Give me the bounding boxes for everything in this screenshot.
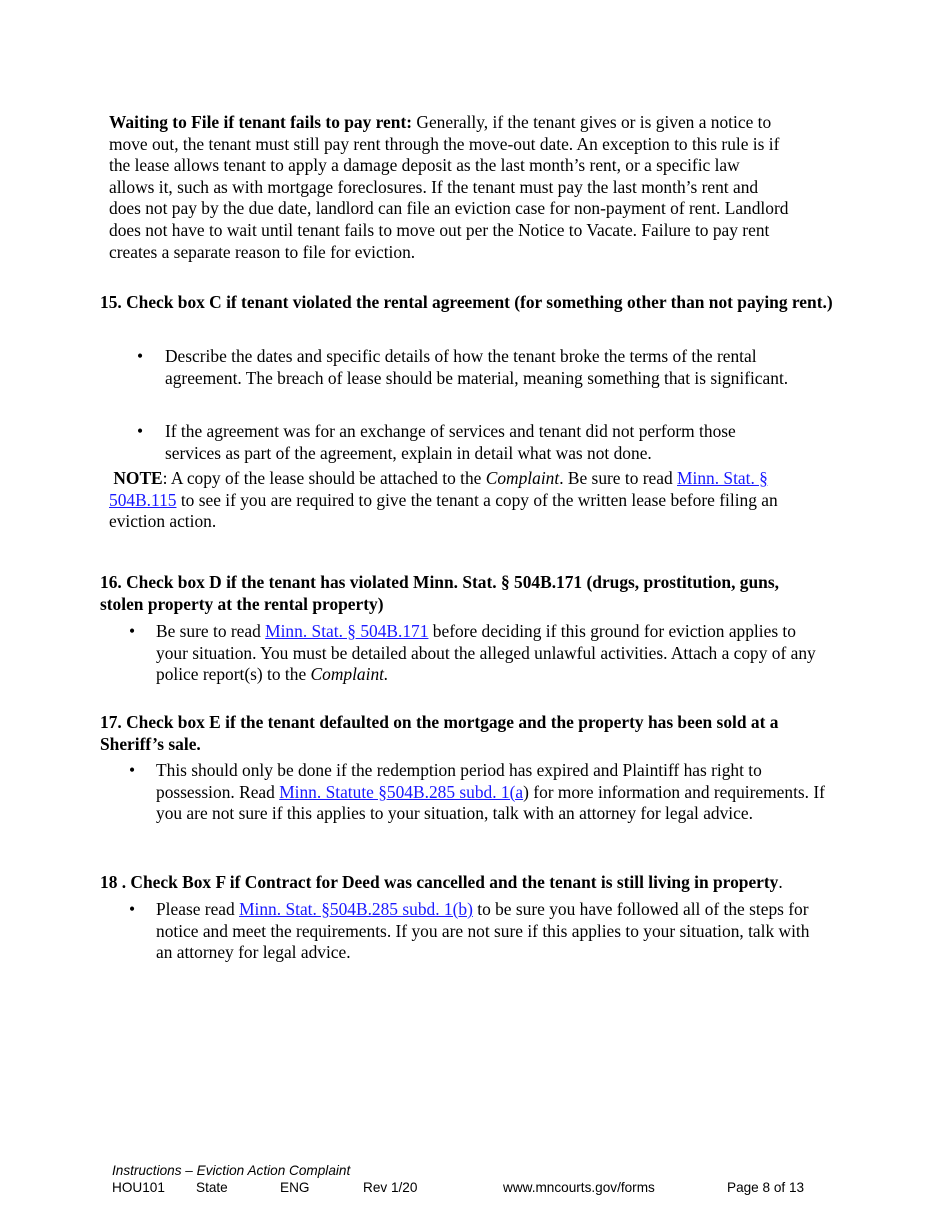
footer-jurisdiction: State xyxy=(196,1180,228,1195)
bullet-icon: • xyxy=(129,621,136,641)
s16-complaint: Complaint. xyxy=(310,664,389,685)
section-18-bullet-text xyxy=(156,899,828,964)
section-17-heading: 17. Check box E if the tenant defaulted on the mortgage and the property has been sold at a Sheriff’s sale. xyxy=(100,712,779,754)
intro-paragraph xyxy=(109,112,789,263)
s17-text-a: This should only be done if the redemption period has expired and Plaintiff has right to possession. Read xyxy=(156,760,762,802)
bullet-icon: • xyxy=(129,899,136,919)
link-504b-115[interactable]: Minn. Stat. § 504B.115 xyxy=(109,468,768,510)
footer-title: Instructions – Eviction Action Complaint xyxy=(112,1163,351,1178)
section-15-heading: 15. Check box C if tenant violated the rental agreement (for something other than not paying rent.) xyxy=(100,292,833,312)
section-15-bullet-1 xyxy=(137,346,807,412)
footer-language: ENG xyxy=(280,1180,310,1195)
page-footer xyxy=(112,1162,832,1196)
note-complaint: Complaint xyxy=(485,468,560,488)
section-15-bullet-1-text: Describe the dates and specific details of how the tenant broke the terms of the rental agreement. The breach of lease should be material, meaning something that is significant. xyxy=(165,346,789,388)
section-16-bullet xyxy=(129,621,829,687)
s18-text-b: to be sure you have followed all of the steps for notice and meet the requirements. If you are not sure if this applies to your situation, talk with an attorney for legal advice. xyxy=(156,899,810,963)
note-text-c: to see if you are required to give the tenant a copy of the written lease before filing an eviction action. xyxy=(109,489,778,532)
intro-body: Generally, if the tenant gives or is given a notice to move out, the tenant must still pay rent through the move-out date. An exception to this rule is if the lease allows tenant to apply a damage deposit as the last month’s rent, or a specific law allows it, such as with mortgage foreclosures. If the tenant must pay the last month’s rent and does not pay by the due date, landlord can file an eviction case for non-payment of rent. Landlord does not have to wait until tenant fails to move out per the Notice to Vacate. Failure to pay rent creates a separate reason to file for eviction. xyxy=(109,112,789,262)
footer-page-number: Page 8 of 13 xyxy=(727,1180,805,1195)
link-504b-285-1a[interactable]: Minn. Statute §504B.285 subd. 1(a xyxy=(279,781,524,802)
section-18-bullet xyxy=(129,899,829,965)
note-label: NOTE xyxy=(113,468,163,488)
section-18-heading-tail: . xyxy=(778,872,783,892)
section-16-bullet-text xyxy=(156,621,828,686)
link-504b-171[interactable]: Minn. Stat. § 504B.171 xyxy=(265,621,429,641)
note-text-b: . Be sure to read xyxy=(559,468,678,488)
section-17-bullet-text xyxy=(156,760,828,825)
bullet-icon: • xyxy=(129,760,136,780)
s17-text-b: ) for more information and requirements. If you are not sure if this applies to your situation, talk with an attorney for legal advice. xyxy=(156,781,825,824)
s16-text-b: before deciding if this ground for eviction applies to your situation. You must be detailed about the alleged unlawful activities. Attach a copy of any police report(s) to the xyxy=(156,621,816,685)
bullet-icon: • xyxy=(137,346,144,366)
intro-lead: Waiting to File if tenant fails to pay rent: xyxy=(109,112,413,132)
link-504b-285-1b[interactable]: Minn. Stat. §504B.285 subd. 1(b) xyxy=(239,899,473,919)
note-text-a: : A copy of the lease should be attached to the xyxy=(162,468,486,488)
bullet-icon: • xyxy=(137,421,144,441)
section-16-heading: 16. Check box D if the tenant has violated Minn. Stat. § 504B.171 (drugs, prostitution, guns, stolen property at the rental property) xyxy=(100,572,779,614)
section-17-bullet xyxy=(129,760,829,848)
footer-form-id: HOU101 xyxy=(112,1180,165,1195)
section-15-bullet-2 xyxy=(137,421,807,465)
s18-text-a: Please read xyxy=(156,899,240,919)
s16-text-a: Be sure to read xyxy=(156,621,266,641)
footer-revision: Rev 1/20 xyxy=(363,1180,418,1195)
section-18-heading-text: 18 . Check Box F if Contract for Deed was cancelled and the tenant is still living in property xyxy=(100,872,779,892)
section-18-heading xyxy=(100,872,860,894)
section-15-note xyxy=(109,468,789,533)
section-15-bullet-2-text: If the agreement was for an exchange of services and tenant did not perform those services as part of the agreement, explain in detail what was not done. xyxy=(165,421,736,463)
footer-website: www.mncourts.gov/forms xyxy=(503,1180,655,1195)
